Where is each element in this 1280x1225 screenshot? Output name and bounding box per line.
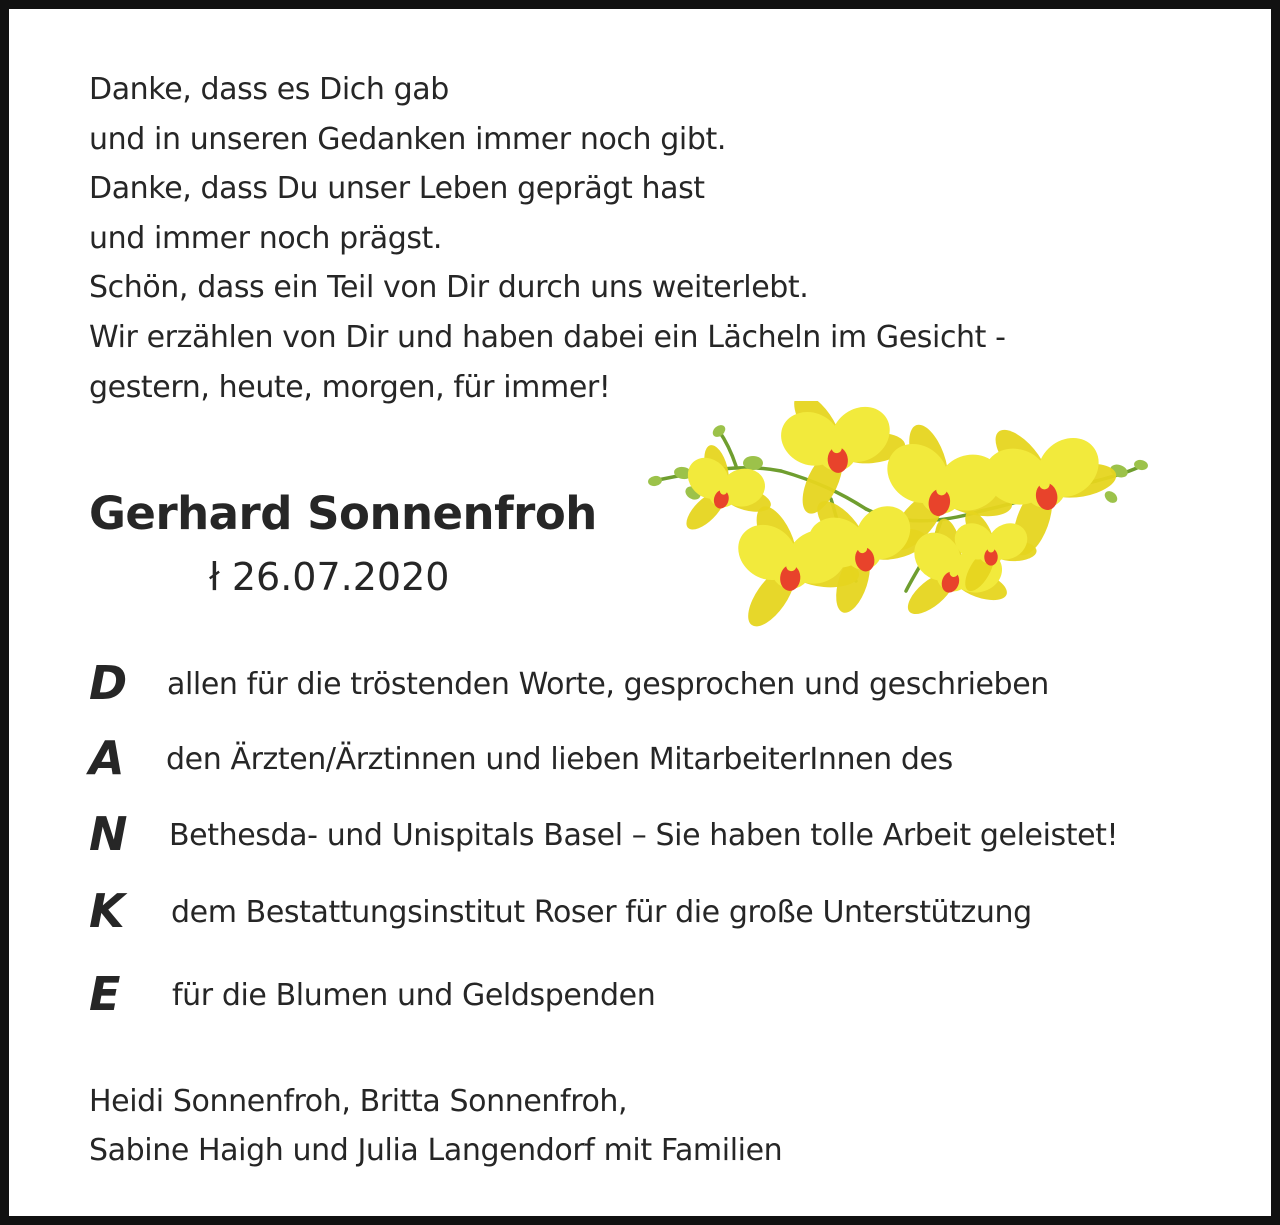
danke-initial: D — [89, 656, 128, 710]
danke-row-n — [89, 804, 1269, 864]
danke-initial: E — [89, 967, 121, 1021]
danke-text: den Ärzten/Ärztinnen und lieben MitarbeiterInnen des — [166, 742, 953, 777]
poem-line: Schön, dass ein Teil von Dir durch uns weiterlebt. — [89, 270, 809, 306]
signers — [89, 1077, 782, 1175]
poem-line: Danke, dass Du unser Leben geprägt hast — [89, 171, 705, 207]
poem-line: Wir erzählen von Dir und haben dabei ein Lächeln im Gesicht - — [89, 319, 1006, 355]
danke-text: für die Blumen und Geldspenden — [172, 978, 656, 1013]
poem — [89, 65, 1189, 412]
danke-row-a — [89, 728, 1269, 788]
poem-line: und in unseren Gedanken immer noch gibt. — [89, 121, 726, 157]
poem-line: gestern, heute, morgen, für immer! — [89, 369, 611, 405]
signer-line: Sabine Haigh und Julia Langendorf mit Familien — [89, 1133, 783, 1168]
deceased-name: Gerhard Sonnenfroh — [89, 487, 597, 540]
poem-line: Danke, dass es Dich gab — [89, 72, 449, 107]
danke-row-k — [89, 881, 1269, 941]
danke-text: Bethesda- und Unispitals Basel – Sie haben tolle Arbeit geleistet! — [169, 818, 1119, 853]
danke-row-e — [89, 964, 1269, 1024]
danke-text: allen für die tröstenden Worte, gesprochen und geschrieben — [167, 667, 1049, 702]
signer-line: Heidi Sonnenfroh, Britta Sonnenfroh, — [89, 1084, 628, 1119]
danke-text: dem Bestattungsinstitut Roser für die große Unterstützung — [171, 895, 1032, 930]
danke-initial: K — [89, 884, 125, 938]
danke-row-d — [89, 653, 1269, 713]
death-date: ł 26.07.2020 — [209, 555, 450, 599]
danke-initial: N — [89, 807, 128, 861]
poem-line: und immer noch prägst. — [89, 220, 443, 256]
yellow-orchid-branch-icon — [641, 401, 1151, 629]
danke-initial: A — [89, 731, 125, 785]
